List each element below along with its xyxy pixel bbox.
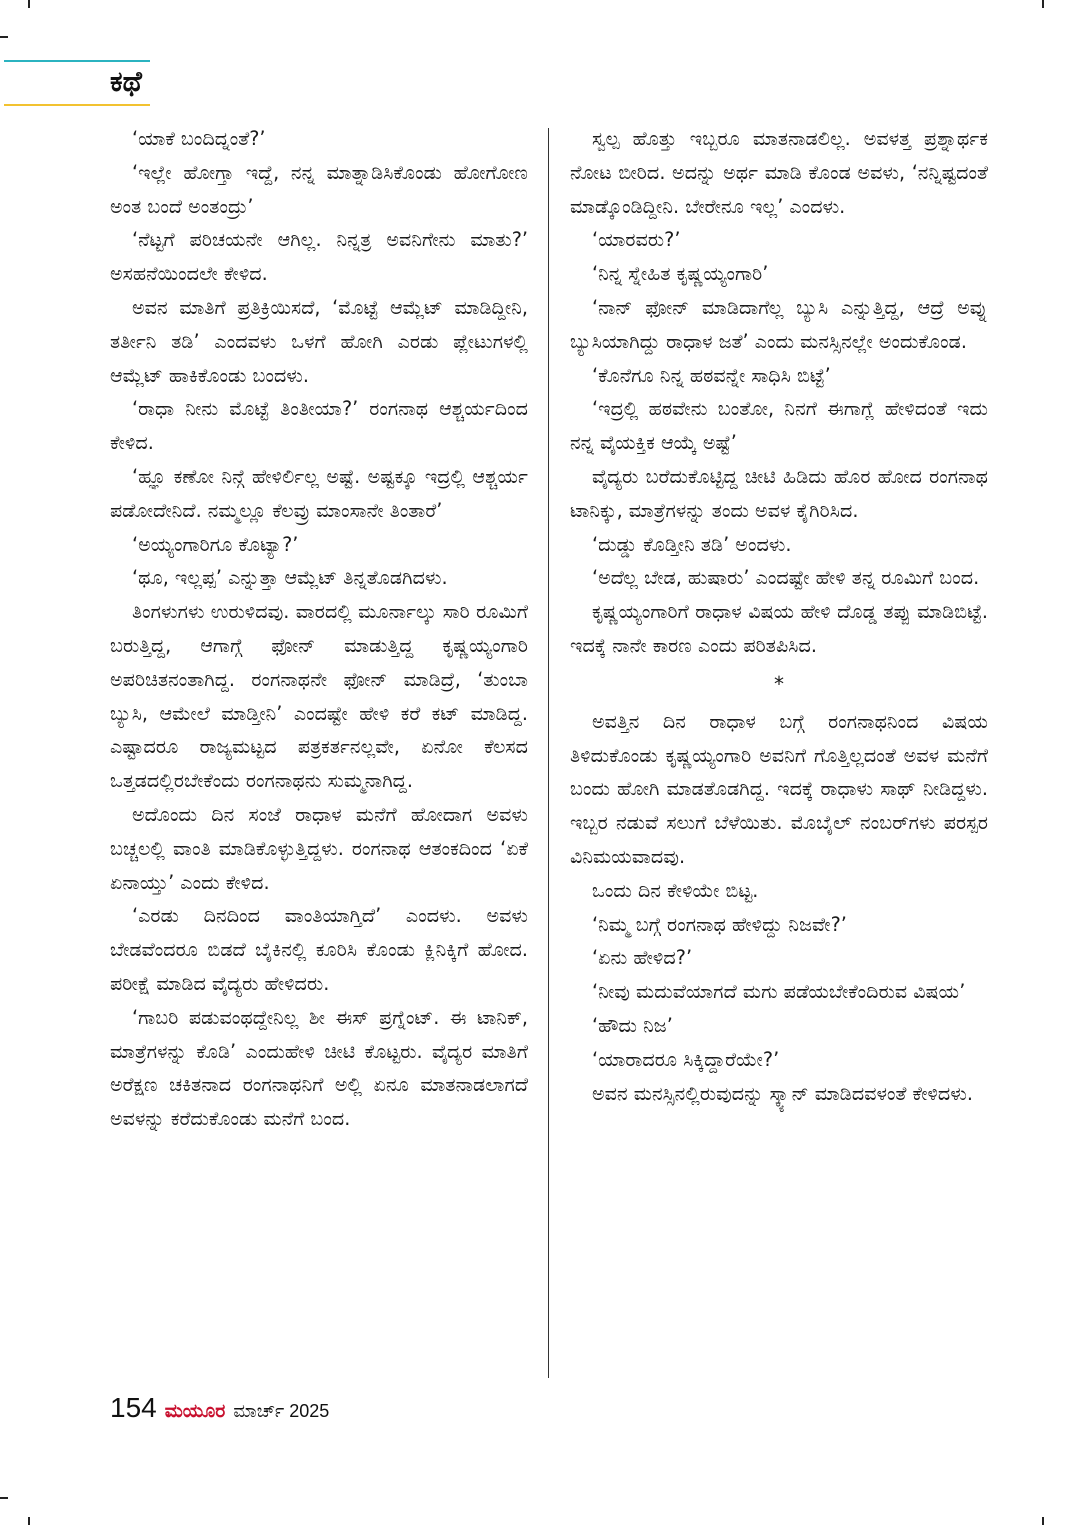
paragraph: ತಿಂಗಳುಗಳು ಉರುಳಿದವು. ವಾರದಲ್ಲಿ ಮೂರ್ನಾಲ್ಕು ಸಾರಿ ರೂಮಿಗೆ ಬರುತ್ತಿದ್ದ, ಆಗಾಗ್ಗೆ ಫೋನ್ ಮಾಡುತ್ತಿದ್ದ ಕೃಷ್ಣಯ್ಯಂಗಾರಿ ಅಪರಿಚಿತನಂತಾಗಿದ್ದ. ರಂಗನಾಥನೇ ಫೋನ್ ಮಾಡಿದ್ರೆ, ‘ತುಂಬಾ ಬ್ಯುಸಿ, ಆಮೇಲೆ ಮಾಡ್ತೀನಿ’ ಎಂದಷ್ಟೇ ಹೇಳಿ ಕರೆ ಕಟ್ ಮಾಡಿದ್ದ. ಎಷ್ಟಾದರೂ ರಾಜ್ಯಮಟ್ಟದ ಪತ್ರಕರ್ತನಲ್ಲವೇ, ಏನೋ ಕೆಲಸದ ಒತ್ತಡದಲ್ಲಿರಬೇಕೆಂದು ರಂಗನಾಥನು ಸುಮ್ಮನಾಗಿದ್ದ. [110,600,528,793]
paragraph: ‘ಏನು ಹೇಳಿದ?’ [592,946,693,970]
issue-date: ಮಾರ್ಚ್ 2025 [233,1401,330,1421]
paragraph: ‘ಯಾಕೆ ಬಂದಿದ್ನಂತೆ?’ [132,127,266,150]
paragraph: ‘ನಾನ್ ಫೋನ್ ಮಾಡಿದಾಗೆಲ್ಲ ಬ್ಯುಸಿ ಎನ್ನುತ್ತಿದ್ದ, ಆದ್ರೆ ಅವ್ನು ಬ್ಯುಸಿಯಾಗಿದ್ದು ರಾಧಾಳ ಜತೆ’ ಎಂದು ಮನಸ್ಸಿನಲ್ಲೇ ಅಂದುಕೊಂಡ. [570,295,988,353]
page-footer [110,1392,329,1428]
crop-mark [28,1517,30,1525]
paragraph: ಅವನ ಮಾತಿಗೆ ಪ್ರತಿಕ್ರಿಯಿಸದೆ, ‘ಮೊಟ್ಟೆ ಆಮ್ಲೆಟ್ ಮಾಡಿದ್ದೀನಿ, ತರ್ತೀನಿ ತಡಿ’ ಎಂದವಳು ಒಳಗೆ ಹೋಗಿ ಎರಡು ಪ್ಲೇಟುಗಳಲ್ಲಿ ಆಮ್ಲೆಟ್ ಹಾಕಿಕೊಂಡು ಬಂದಳು. [110,295,528,387]
paragraph: ‘ಅಯ್ಯಂಗಾರಿಗೂ ಕೊಟ್ಯಾ?’ [132,532,299,556]
paragraph: ‘ಇದ್ರಲ್ಲಿ ಹಠವೇನು ಬಂತೋ, ನಿನಗೆ ಈಗಾಗ್ಲೆ ಹೇಳಿದಂತೆ ಇದು ನನ್ನ ವೈಯಕ್ತಿಕ ಆಯ್ಕೆ ಅಷ್ಟೆ’ [570,397,988,455]
paragraph: ‘ಗಾಬರಿ ಪಡುವಂಥದ್ದೇನಿಲ್ಲ ಶೀ ಈಸ್ ಪ್ರಗ್ನೆಂಟ್. ಈ ಟಾನಿಕ್, ಮಾತ್ರೆಗಳನ್ನು ಕೊಡಿ’ ಎಂದುಹೇಳಿ ಚೀಟಿ ಕೊಟ್ಟರು. ವೈದ್ಯರ ಮಾತಿಗೆ ಅರೆಕ್ಷಣ ಚಕಿತನಾದ ರಂಗನಾಥನಿಗೆ ಅಲ್ಲಿ ಏನೂ ಮಾತನಾಡಲಾಗದೆ ಅವಳನ್ನು ಕರೆದುಕೊಂಡು ಮನೆಗೆ ಬಂದ. [110,1005,528,1131]
paragraph: ಅವತ್ತಿನ ದಿನ ರಾಧಾಳ ಬಗ್ಗೆ ರಂಗನಾಥನಿಂದ ವಿಷಯ ತಿಳಿದುಕೊಂಡು ಕೃಷ್ಣಯ್ಯಂಗಾರಿ ಅವನಿಗೆ ಗೊತ್ತಿಲ್ಲದಂತೆ ಅವಳ ಮನೆಗೆ ಬಂದು ಹೋಗಿ ಮಾಡತೊಡಗಿದ್ದ. ಇದಕ್ಕೆ ರಾಧಾಳು ಸಾಥ್ ನೀಡಿದ್ದಳು. ಇಬ್ಬರ ನಡುವೆ ಸಲುಗೆ ಬೆಳೆಯಿತು. ಮೊಬೈಲ್ ನಂಬರ್‌ಗಳು ಪರಸ್ಪರ ವಿನಿಮಯವಾದವು. [570,709,988,868]
crop-mark [1042,0,1044,8]
paragraph: ಒಂದು ದಿನ ಕೇಳಿಯೇ ಬಿಟ್ಟ. [592,878,759,902]
paragraph: ‘ಯಾರಾದರೂ ಸಿಕ್ಕಿದ್ದಾರೆಯೇ?’ [592,1047,780,1071]
paragraph: ಸ್ವಲ್ಪ ಹೊತ್ತು ಇಬ್ಬರೂ ಮಾತನಾಡಲಿಲ್ಲ. ಅವಳತ್ತ ಪ್ರಶ್ನಾರ್ಥಕ ನೋಟ ಬೀರಿದ. ಅದನ್ನು ಅರ್ಥ ಮಾಡಿ ಕೊಂಡ ಅವಳು, ‘ನನ್ನಿಷ್ಟದಂತೆ ಮಾಡ್ಕೊಂಡಿದ್ದೀನಿ. ಬೇರೇನೂ ಇಲ್ಲ’ ಎಂದಳು. [570,127,988,218]
paragraph: ‘ಅದೆಲ್ಲ ಬೇಡ, ಹುಷಾರು’ ಎಂದಷ್ಟೇ ಹೇಳಿ ತನ್ನ ರೂಮಿಗೆ ಬಂದ. [592,566,980,590]
crop-mark [28,0,30,8]
crop-mark [0,36,8,38]
paragraph: ಅವನ ಮನಸ್ಸಿನಲ್ಲಿರುವುದನ್ನು ಸ್ಕ್ಯಾನ್ ಮಾಡಿದವಳಂತೆ ಕೇಳಿದಳು. [592,1081,973,1105]
paragraph: ‘ನಿನ್ನ ಸ್ನೇಹಿತ ಕೃಷ್ಣಯ್ಯಂಗಾರಿ’ [592,262,769,286]
paragraph: ‘ನೀವು ಮದುವೆಯಾಗದೆ ಮಗು ಪಡೆಯಬೇಕೆಂದಿರುವ ವಿಷಯ’ [592,980,966,1004]
paragraph: ‘ಎರಡು ದಿನದಿಂದ ವಾಂತಿಯಾಗ್ತಿದೆ’ ಎಂದಳು. ಅವಳು ಬೇಡವೆಂದರೂ ಬಿಡದೆ ಬೈಕಿನಲ್ಲಿ ಕೂರಿಸಿ ಕೊಂಡು ಕ್ಲಿನಿಕ್ಕಿಗೆ ಹೋದ. ಪರೀಕ್ಷೆ ಮಾಡಿದ ವೈದ್ಯರು ಹೇಳಿದರು. [110,904,528,995]
paragraph: ಕೃಷ್ಣಯ್ಯಂಗಾರಿಗೆ ರಾಧಾಳ ವಿಷಯ ಹೇಳಿ ದೊಡ್ಡ ತಪ್ಪು ಮಾಡಿಬಿಟ್ಟೆ. ಇದಕ್ಕೆ ನಾನೇ ಕಾರಣ ಎಂದು ಪರಿತಪಿಸಿದ. [570,600,988,657]
paragraph: ‘ಇಲ್ಲೇ ಹೋಗ್ತಾ ಇದ್ದೆ, ನನ್ನ ಮಾತ್ನಾಡಿಸಿಕೊಂಡು ಹೋಗೋಣ ಅಂತ ಬಂದೆ ಅಂತಂದ್ರು’ [110,160,528,218]
left-column [110,122,528,1136]
crop-mark [0,1497,8,1499]
paragraph: ‘ರಾಧಾ ನೀನು ಮೊಟ್ಟೆ ತಿಂತೀಯಾ?’ ರಂಗನಾಥ ಆಶ್ಚರ್ಯದಿಂದ ಕೇಳಿದ. [110,397,528,455]
paragraph: ‘ಥೂ, ಇಲ್ಲಪ್ಪ’ ಎನ್ನುತ್ತಾ ಆಮ್ಲೆಟ್ ತಿನ್ನತೊಡಗಿದಳು. [132,566,448,590]
paragraph: ಅದೊಂದು ದಿನ ಸಂಜೆ ರಾಧಾಳ ಮನೆಗೆ ಹೋದಾಗ ಅವಳು ಬಚ್ಚಲಲ್ಲಿ ವಾಂತಿ ಮಾಡಿಕೊಳ್ಳುತ್ತಿದ್ದಳು. ರಂಗನಾಥ ಆತಂಕದಿಂದ ‘ಏಕೆ ಏನಾಯ್ತು’ ಎಂದು ಕೇಳಿದ. [110,802,528,894]
paragraph: ‘ಯಾರವರು?’ [592,228,681,252]
column-divider [548,128,549,1378]
section-break-asterisk: * [774,671,784,696]
paragraph: ‘ನಿಮ್ಮ ಬಗ್ಗೆ ರಂಗನಾಥ ಹೇಳಿದ್ದು ನಿಜವೇ?’ [592,912,847,936]
paragraph: ‘ಹೌದು ನಿಜ’ [592,1013,673,1037]
paragraph: ‘ಹ್ಞೂ ಕಣೋ ನಿನ್ಗೆ ಹೇಳಿರ್ಲಿಲ್ಲ ಅಷ್ಟೆ. ಅಷ್ಟಕ್ಕೂ ಇದ್ರಲ್ಲಿ ಆಶ್ಚರ್ಯ ಪಡೋದೇನಿದೆ. ನಮ್ಮಲ್ಲೂ ಕೆಲವ್ರು ಮಾಂಸಾನೇ ತಿಂತಾರೆ’ [110,464,528,522]
paragraph: ‘ಕೊನೆಗೂ ನಿನ್ನ ಹಠವನ್ನೇ ಸಾಧಿಸಿ ಬಿಟ್ಟೆ’ [592,363,831,387]
crop-mark [1042,1517,1044,1525]
right-column [570,122,988,1110]
magazine-logo: ಮಯೂರ [164,1400,226,1422]
paragraph: ‘ನೆಟ್ಟಗೆ ಪರಿಚಯನೇ ಆಗಿಲ್ಲ. ನಿನ್ನತ್ರ ಅವನಿಗೇನು ಮಾತು?’ ಅಸಹನೆಯಿಂದಲೇ ಕೇಳಿದ. [110,228,528,286]
page-number: 154 [110,1392,157,1423]
section-title: ಕಥೆ [110,65,142,98]
paragraph: ವೈದ್ಯರು ಬರೆದುಕೊಟ್ಟಿದ್ದ ಚೀಟಿ ಹಿಡಿದು ಹೊರ ಹೋದ ರಂಗನಾಥ ಟಾನಿಕ್ಕು, ಮಾತ್ರೆಗಳನ್ನು ತಂದು ಅವಳ ಕೈಗಿರಿಸಿದ. [570,464,988,522]
paragraph: ‘ದುಡ್ಡು ಕೊಡ್ತೀನಿ ತಡಿ’ ಅಂದಳು. [592,532,792,556]
header-accent-rule-bottom [4,104,150,106]
